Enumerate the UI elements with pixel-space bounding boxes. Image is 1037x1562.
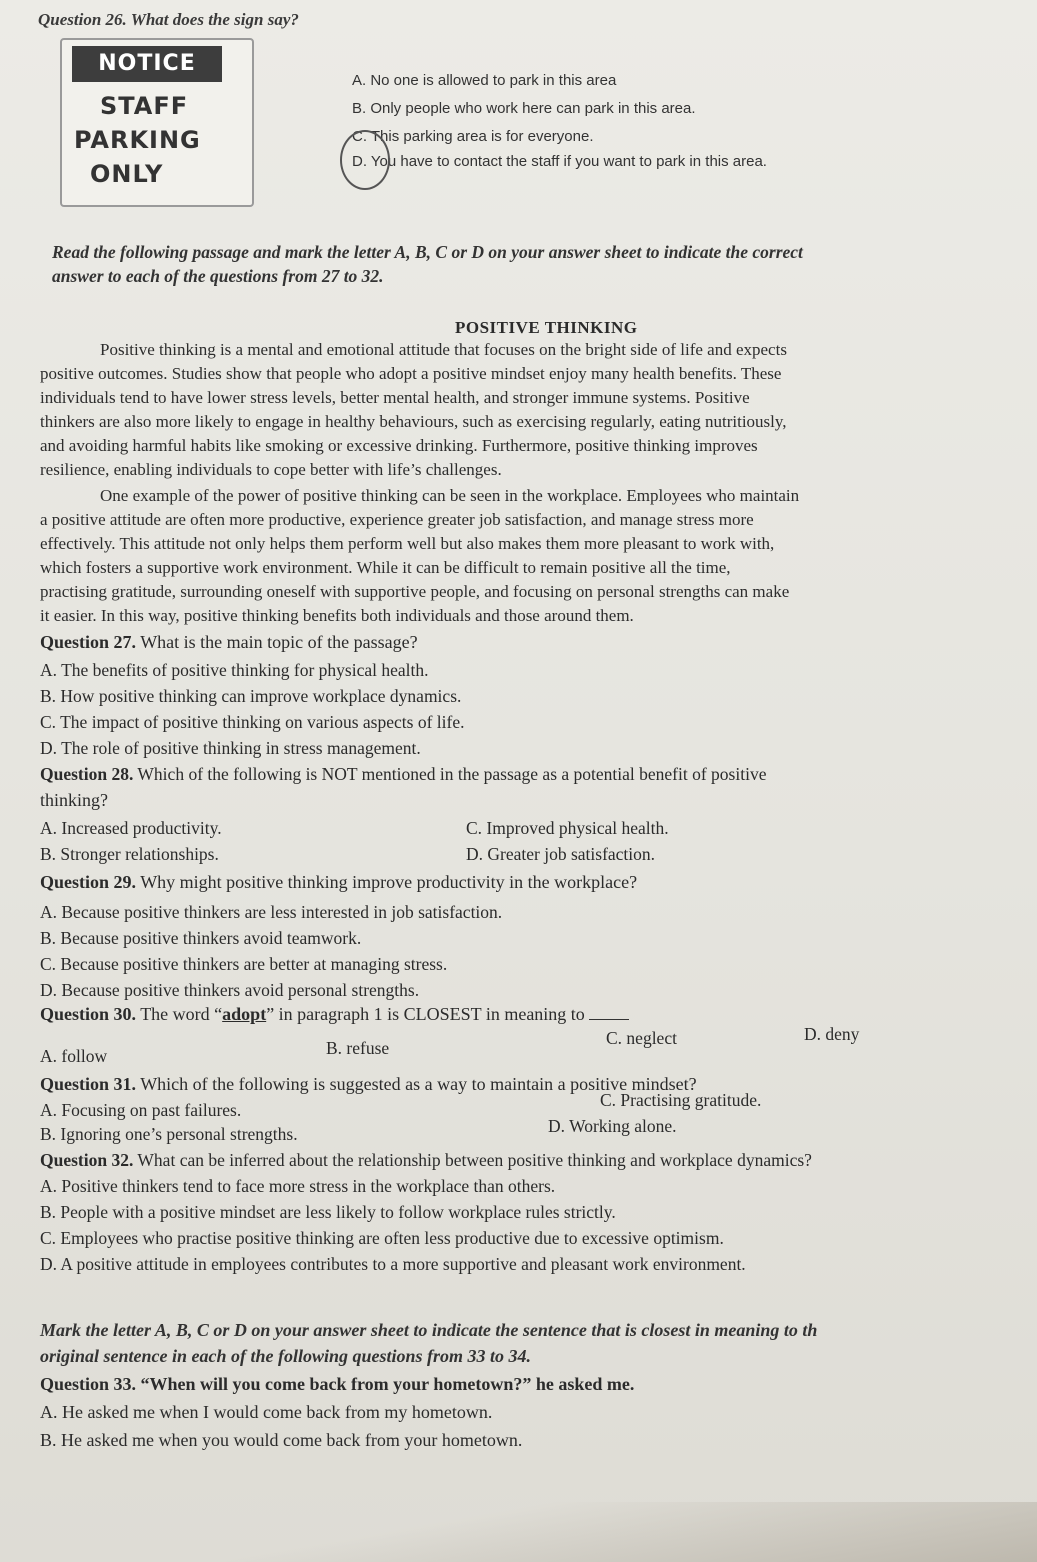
q27-label: Question 27.	[40, 632, 137, 652]
question-27	[40, 632, 418, 653]
q31-option-c: C. Practising gratitude.	[600, 1090, 762, 1110]
p2-line-2: a positive attitude are often more productive, experience greater job satisfaction, and manage stress more	[40, 510, 754, 529]
p2-line-3: effectively. This attitude not only helps them perform well but also makes them more pleasant to work with,	[40, 534, 775, 553]
q31-label: Question 31.	[40, 1074, 137, 1094]
instruction-line-2: answer to each of the questions from 27 to 32.	[52, 266, 384, 286]
q33-label: Question 33.	[40, 1374, 137, 1394]
q33-option-b: B. He asked me when you would come back from your hometown.	[40, 1430, 523, 1450]
answer-blank	[589, 1005, 629, 1020]
p2-line-1: One example of the power of positive thinking can be seen in the workplace. Employees who maintain	[100, 486, 800, 505]
q31-option-d: D. Working alone.	[548, 1116, 677, 1136]
q30-option-d: D. deny	[804, 1024, 860, 1044]
q26-option-b: B. Only people who work here can park in this area.	[352, 100, 696, 117]
p1-line-5: and avoiding harmful habits like smoking or excessive drinking. Furthermore, positive thinking improves	[40, 436, 758, 455]
question-32	[40, 1150, 812, 1171]
instruction2-line-1: Mark the letter A, B, C or D on your answer sheet to indicate the sentence that is closest in meaning to th	[40, 1320, 818, 1340]
sign-word-staff: STAFF	[100, 92, 189, 120]
q30-option-a: A. follow	[40, 1046, 108, 1066]
q31-text: Which of the following is suggested as a way to maintain a positive mindset?	[136, 1074, 697, 1094]
q28-text-2: thinking?	[40, 790, 108, 810]
q29-label: Question 29.	[40, 872, 137, 892]
q30-text-b: ” in paragraph 1 is CLOSEST in meaning to	[266, 1004, 585, 1024]
q30-option-b: B. refuse	[326, 1038, 390, 1058]
q29-option-b: B. Because positive thinkers avoid teamwork.	[40, 928, 362, 948]
question-30	[40, 1004, 629, 1025]
p2-line-5: practising gratitude, surrounding oneself with supportive people, and focusing on personal strengths can make	[40, 582, 790, 601]
q30-word-adopt: adopt	[222, 1004, 267, 1024]
passage-title: POSITIVE THINKING	[455, 318, 638, 337]
answer-circle-mark	[340, 130, 390, 190]
p1-line-1: Positive thinking is a mental and emotional attitude that focuses on the bright side of life and expects	[100, 340, 787, 359]
question-31	[40, 1074, 697, 1095]
q30-label: Question 30.	[40, 1004, 137, 1024]
q27-text: What is the main topic of the passage?	[136, 632, 418, 652]
p2-line-6: it easier. In this way, positive thinking benefits both individuals and those around them.	[40, 606, 634, 625]
q27-option-a: A. The benefits of positive thinking for physical health.	[40, 660, 429, 680]
q29-option-a: A. Because positive thinkers are less interested in job satisfaction.	[40, 902, 503, 922]
question-33	[40, 1374, 634, 1395]
q28-option-a: A. Increased productivity.	[40, 818, 222, 838]
q27-option-b: B. How positive thinking can improve workplace dynamics.	[40, 686, 462, 706]
q33-option-a: A. He asked me when I would come back from my hometown.	[40, 1402, 493, 1422]
p1-line-4: thinkers are also more likely to engage in healthy behaviours, such as exercising regularly, eating nutritiously,	[40, 412, 787, 431]
q28-option-c: C. Improved physical health.	[466, 818, 669, 838]
sign-word-parking: PARKING	[74, 126, 201, 154]
q28-label: Question 28.	[40, 764, 134, 784]
question-28	[40, 764, 766, 785]
q30-option-c: C. neglect	[606, 1028, 677, 1048]
q32-option-c: C. Employees who practise positive thinking are often less productive due to excessive optimism.	[40, 1228, 724, 1248]
question-29	[40, 872, 637, 893]
q32-option-d: D. A positive attitude in employees contributes to a more supportive and pleasant work environment.	[40, 1254, 746, 1274]
q31-option-b: B. Ignoring one’s personal strengths.	[40, 1124, 298, 1144]
q29-text: Why might positive thinking improve productivity in the workplace?	[136, 872, 638, 892]
p2-line-4: which fosters a supportive work environment. While it can be difficult to remain positive all the time,	[40, 558, 731, 577]
q26-option-a: A. No one is allowed to park in this area	[352, 72, 617, 89]
q29-option-d: D. Because positive thinkers avoid personal strengths.	[40, 980, 420, 1000]
q30-text-a: The word “	[136, 1004, 223, 1024]
p1-line-2: positive outcomes. Studies show that people who adopt a positive mindset enjoy many health benefits. These	[40, 364, 782, 383]
p1-line-3: individuals tend to have lower stress levels, better mental health, and stronger immune systems. Positive	[40, 388, 750, 407]
q32-label: Question 32.	[40, 1150, 134, 1170]
q26-option-d: D. You have to contact the staff if you want to park in this area.	[352, 153, 767, 170]
q33-text: “When will you come back from your hometown?” he asked me.	[136, 1374, 635, 1394]
q26-option-c: C. This parking area is for everyone.	[352, 128, 594, 145]
p1-line-6: resilience, enabling individuals to cope better with life’s challenges.	[40, 460, 502, 479]
sign-banner: NOTICE	[72, 46, 222, 82]
q27-option-c: C. The impact of positive thinking on various aspects of life.	[40, 712, 465, 732]
page-shadow	[0, 1502, 1037, 1562]
q28-option-b: B. Stronger relationships.	[40, 844, 219, 864]
question-26-title: Question 26. What does the sign say?	[38, 10, 299, 29]
instruction-line-1: Read the following passage and mark the letter A, B, C or D on your answer sheet to indicate the correct	[52, 242, 803, 262]
q29-option-c: C. Because positive thinkers are better at managing stress.	[40, 954, 448, 974]
q31-option-a: A. Focusing on past failures.	[40, 1100, 242, 1120]
instruction2-line-2: original sentence in each of the following questions from 33 to 34.	[40, 1346, 532, 1366]
q28-option-d: D. Greater job satisfaction.	[466, 844, 656, 864]
q28-text: Which of the following is NOT mentioned in the passage as a potential benefit of positive	[133, 764, 767, 784]
q32-text: What can be inferred about the relationship between positive thinking and workplace dynamics?	[133, 1150, 812, 1170]
q32-option-b: B. People with a positive mindset are less likely to follow workplace rules strictly.	[40, 1202, 616, 1222]
q32-option-a: A. Positive thinkers tend to face more stress in the workplace than others.	[40, 1176, 556, 1196]
q27-option-d: D. The role of positive thinking in stress management.	[40, 738, 421, 758]
notice-sign	[60, 38, 254, 207]
sign-word-only: ONLY	[90, 160, 164, 188]
